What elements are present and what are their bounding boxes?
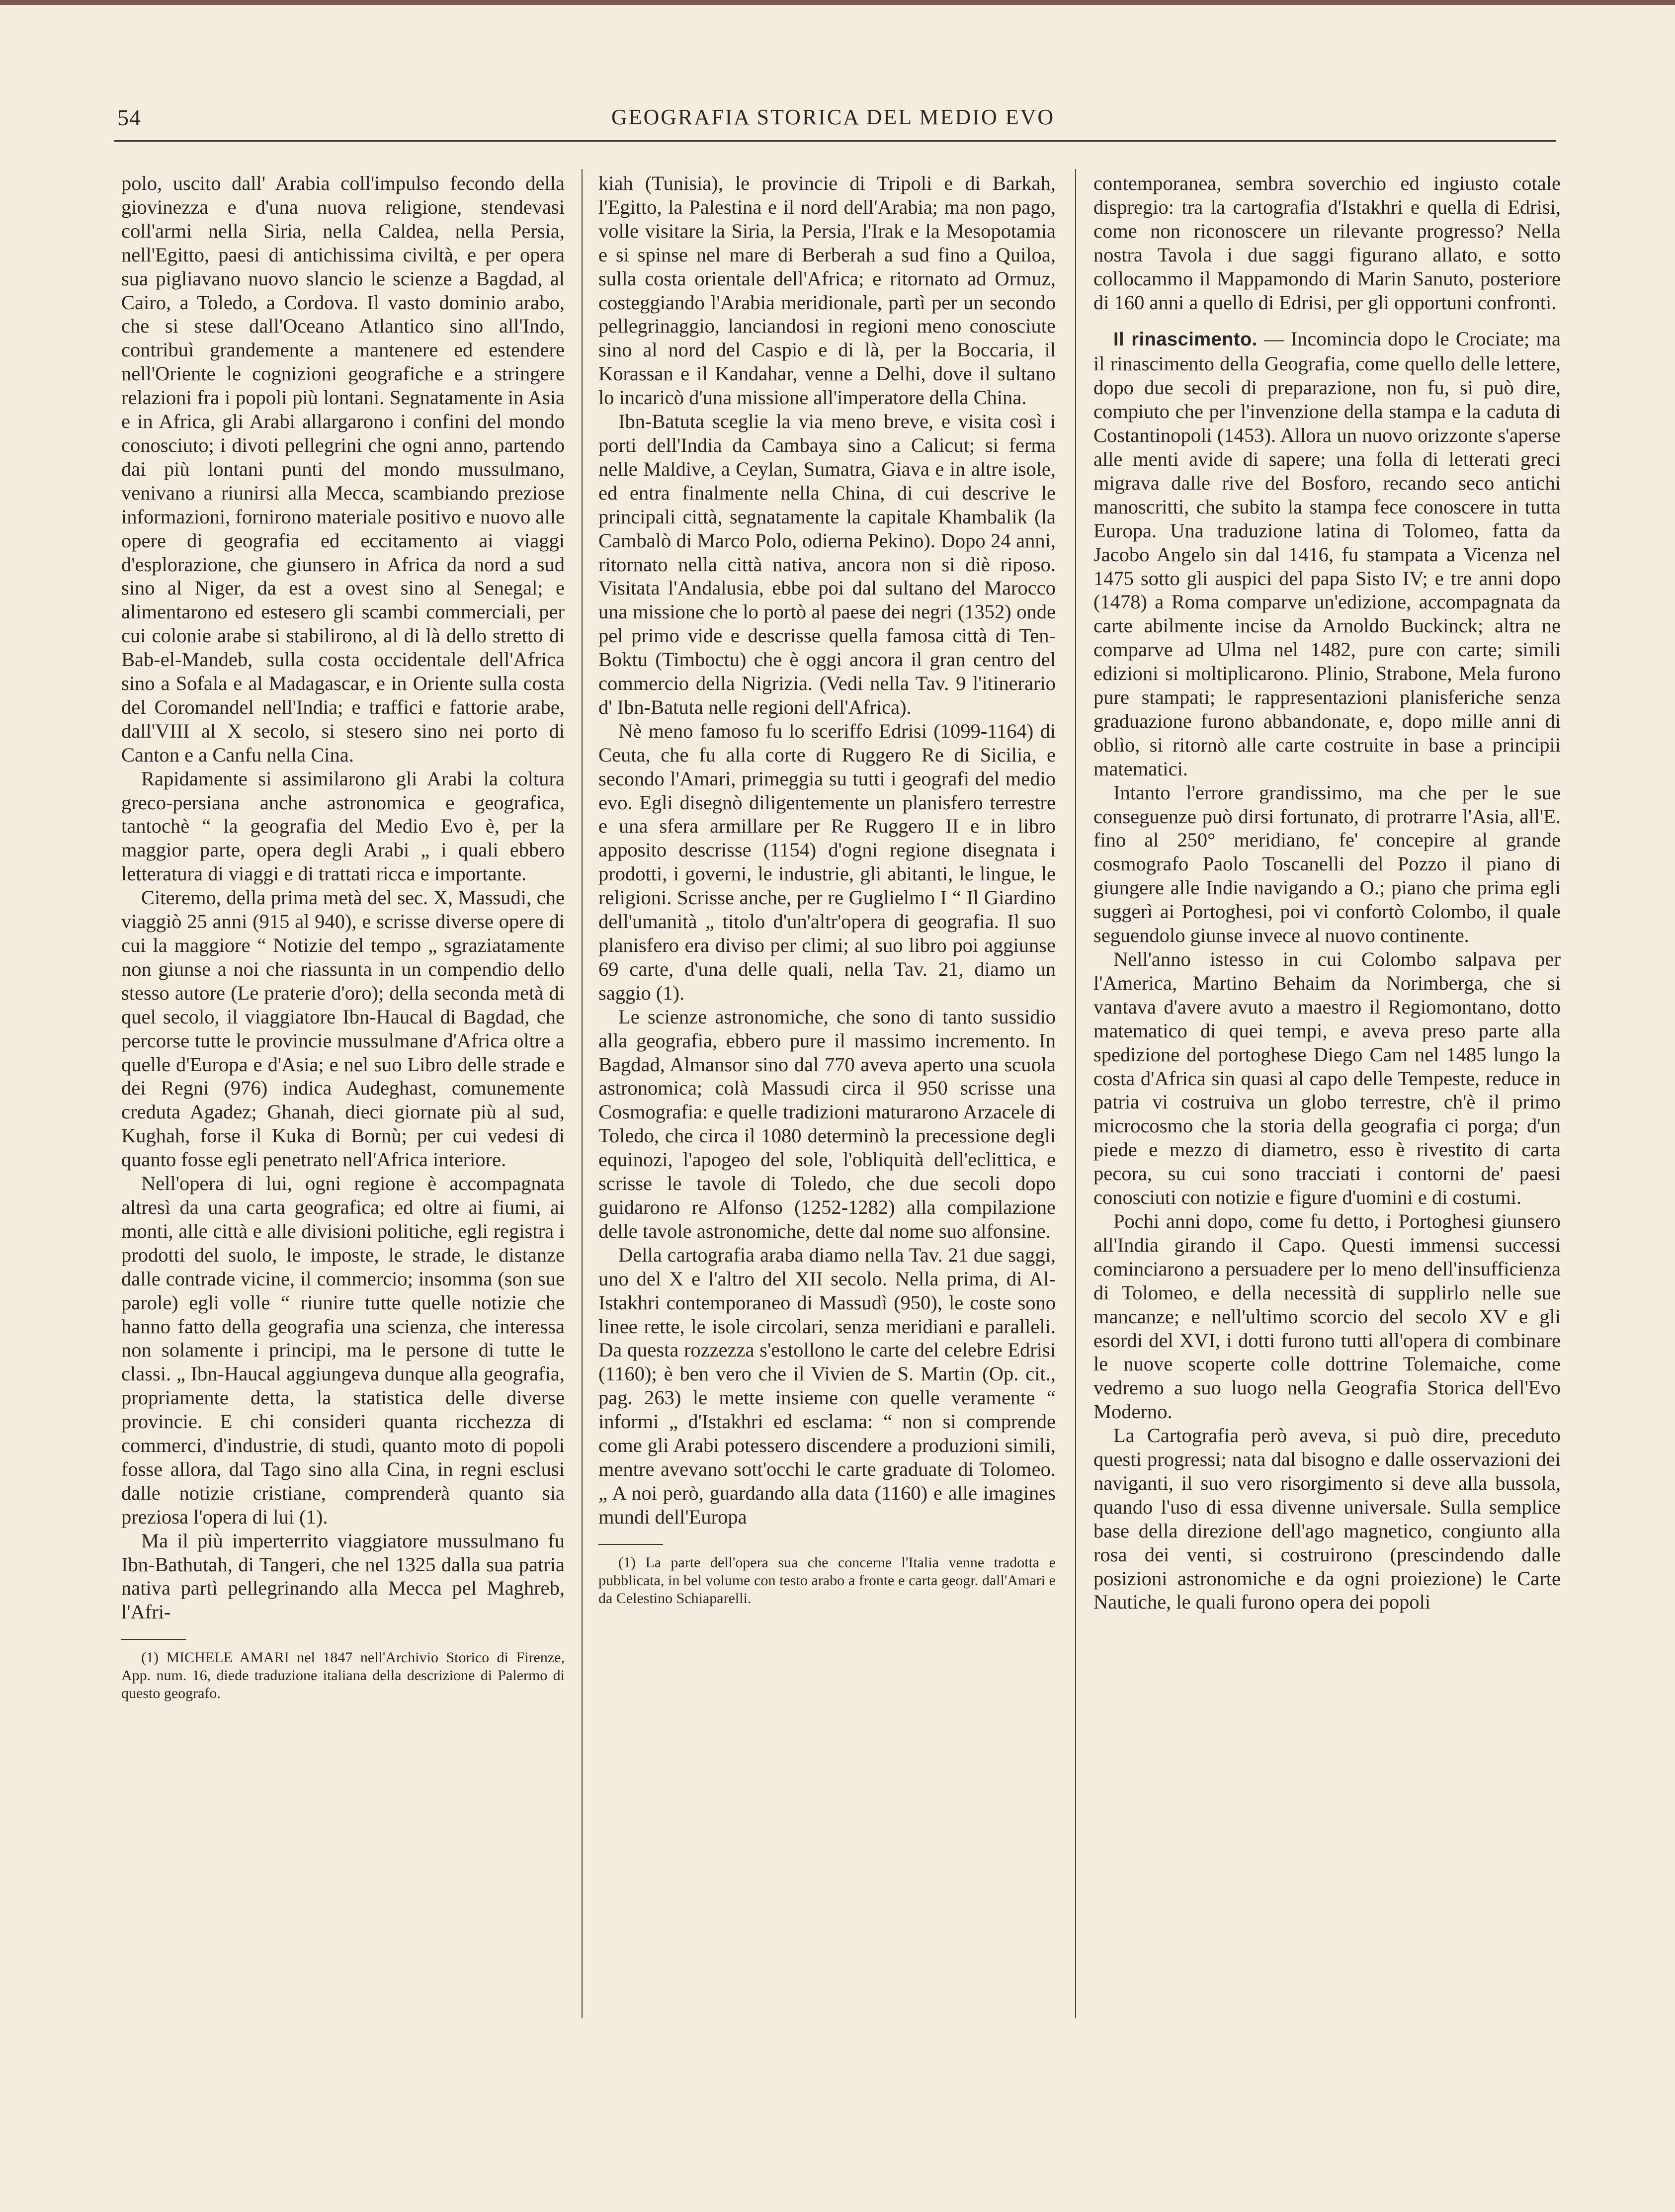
column-1 [121, 171, 565, 1702]
paragraph: Pochi anni dopo, come fu detto, i Portoghesi giunsero all'India girando il Capo. Questi immensi successi cominciarono a persuadere per lo meno dell'insufficienza di Tolomeo, e della necessità di supplirlo nelle sue mancanze; e nell'ultimo scorcio del secolo XV e gli esordi del XVI, i dotti furono tutti all'opera di combinare le nuove scoperte colle dottrine Tolemaiche, come vedremo a suo luogo nella Geografia Storica dell'Evo Moderno. [1093, 1209, 1561, 1423]
paragraph: La Cartografia però aveva, si può dire, preceduto questi progressi; nata dal bisogno e dalle osservazioni dei naviganti, il suo vero risorgimento si deve alla bussola, quando l'uso di essa divenne universale. Sulla semplice base della direzione dell'ago magnetico, congiunto alla rosa dei venti, si costruirono (prescindendo dalle posizioni astronomiche e da ogni proiezione) le Carte Nautiche, le quali furono opera dei popoli [1093, 1424, 1561, 1614]
column-3 [1093, 171, 1561, 1614]
section-body: — Incomincia dopo le Crociate; ma il rinascimento della Geografia, come quello delle lettere, dopo due secoli di preparazione, non fu, si può dire, compiuto che per l'invenzione della stampa e la caduta di Costantinopoli (1453). Allora un nuovo orizzonte s'aperse alle menti avide di sapere; una folla di letterati greci migrava dalle rive del Bosforo, recando seco antichi manoscritti, che subito la stampa fece conoscere in tutta Europa. Una traduzione latina di Tolomeo, fatta da Jacobo Angelo sin dal 1416, fu stampata a Vicenza nel 1475 sotto gli auspici del papa Sisto IV; e tre anni dopo (1478) a Roma comparve un'edizione, accompagnata da carte abilmente incise da Arnoldo Buckinck; altra ne comparve ad Ulma nel 1482, pure con carte; simili edizioni si moltiplicarono. Plinio, Strabone, Mela furono pure stampati; le rappresentazioni planisferiche senza graduazione furono abbandonate, e, dopo mille anni di oblìo, si ritornò alle carte costruite in base a principii matematici. [1093, 328, 1561, 780]
header-rule [114, 140, 1556, 142]
paragraph: Citeremo, della prima metà del sec. X, Massudi, che viaggiò 25 anni (915 al 940), e scrisse diverse opere di cui la maggiore “ Notizie del tempo „ sgraziatamente non giunse a noi che riassunta in un compendio dello stesso autore (Le praterie d'oro); della seconda metà di quel secolo, il viaggiatore Ibn-Haucal di Bagdad, che percorse tutte le provincie mussulmane d'Africa oltre a quelle d'Europa e d'Asia; e nel suo Libro delle strade e dei Regni (976) indica Audeghast, comunemente creduta Agadez; Ghanah, dieci giornate più al sud, Kughah, forse il Kuka di Bornù; per cui vedesi di quanto fosse egli penetrato nell'Africa interiore. [121, 886, 565, 1171]
paragraph: Della cartografia araba diamo nella Tav. 21 due saggi, uno del X e l'altro del XII secolo. Nella prima, di Al-Istakhri contemporaneo di Massudì (950), le coste sono linee rette, le isole circolari, senza meridiani e paralleli. Da questa rozzezza s'estollono le carte del celebre Edrisi (1160); è ben vero che il Vivien de S. Martin (Op. cit., pag. 263) le mette insieme con quelle veramente “ informi „ d'Istakhri ed esclama: “ non si comprende come gli Arabi potessero discendere a produzioni simili, mentre avevano sott'occhi le carte graduate di Tolomeo. „ A noi però, guardando alla data (1160) e alle imagines mundi dell'Europa [598, 1243, 1056, 1528]
paragraph: polo, uscito dall' Arabia coll'impulso fecondo della giovinezza e d'una nuova religione, stendevasi coll'armi nella Siria, nella Caldea, nella Persia, nell'Egitto, paesi di antichissima civiltà, e per opera sua pigliavano nuovo slancio le scienze a Bagdad, al Cairo, a Toledo, a Cordova. Il vasto dominio arabo, che si stese dall'Oceano Atlantico sino all'Indo, contribuì grandemente a mantenere ed estendere nell'Oriente le cognizioni geografiche e a stringere relazioni fra i popoli più lontani. Segnatamente in Asia e in Africa, gli Arabi allargarono i confini del mondo conosciuto; i divoti pellegrini che ogni anno, partendo dai più lontani punti del mondo mussulmano, venivano a riunirsi alla Mecca, scambiando preziose informazioni, fornirono materiale positivo e nuovo alle opere di geografia ed eccitamento ai viaggi d'esplorazione, che giunsero in Africa da nord a sud sino al Niger, da est a ovest sino al Senegal; e alimentarono ed estesero gli scambi commerciali, per cui colonie arabe si stabilirono, al di là dello stretto di Bab-el-Mandeb, sulla costa occidentale dell'Africa sino a Sofala e al Madagascar, e in Oriente sulla costa del Coromandel nell'India; e traffici e fattorie arabe, dall'VIII al X secolo, si stesero sino nei porto di Canton e a Canfu nella Cina. [121, 172, 565, 766]
footnote: (1) La parte dell'opera sua che concerne l'Italia venne tradotta e pubblicata, in bel volume con testo arabo a fronte e carta geogr. dall'Amari e da Celestino Schiaparelli. [598, 1554, 1056, 1607]
footnote: (1) MICHELE AMARI nel 1847 nell'Archivio Storico di Firenze, App. num. 16, diede traduzione italiana della descrizione di Palermo di questo geografo. [121, 1649, 565, 1702]
section-paragraph [1093, 327, 1561, 780]
footnote-rule [121, 1639, 186, 1640]
paragraph: kiah (Tunisia), le provincie di Tripoli e di Barkah, l'Egitto, la Palestina e il nord dell'Arabia; ma non pago, volle visitare la Siria, la Persia, l'Irak e la Mesopotamia e si spinse nel mare di Berberah a sud fino a Quiloa, sulla costa orientale dell'Africa; e ritornato ad Ormuz, costeggiando l'Arabia meridionale, partì per un secondo pellegrinaggio, lanciandosi in regioni meno conosciute sino al nord del Caspio e di là, per la Boccaria, il Korassan e il Kandahar, venne a Delhi, dove il sultano lo incaricò d'una missione all'imperatore della China. [598, 172, 1056, 409]
paragraph: Nè meno famoso fu lo sceriffo Edrisi (1099-1164) di Ceuta, che fu alla corte di Ruggero Re di Sicilia, e secondo l'Amari, primeggia su tutti i geografi del medio evo. Egli disegnò diligentemente un planisfero terrestre e una sfera armillare per Re Ruggero II e in libro apposito descrisse (1154) d'ogni regione disegnata i prodotti, i governi, le industrie, gli abitanti, le lingue, le religioni. Scrisse anche, per re Guglielmo I “ Il Giardino dell'umanità „ titolo d'un'altr'opera di geografia. Il suo planisfero era diviso per climi; al suo libro poi aggiunse 69 carte, d'una delle quali, nella Tav. 21, diamo un saggio (1). [598, 719, 1056, 1004]
paragraph: Nell'opera di lui, ogni regione è accompagnata altresì da una carta geografica; ed oltre ai fiumi, ai monti, alle città e alle divisioni politiche, egli registra i prodotti del suolo, le imposte, le strade, le distanze dalle contrade vicine, il commercio; insomma (son sue parole) egli volle “ riunire tutte quelle notizie che hanno fatto della geografia una scienza, che interessa non solamente i principi, ma le persone di tutte le classi. „ Ibn-Haucal aggiungeva dunque alla geografia, propriamente detta, la statistica delle diverse provincie. E chi consideri quanta ricchezza di commerci, d'industrie, di studi, quanto moto di popoli fosse allora, dal Tago sino alla Cina, in regni esclusi dalle notizie cristiane, comprenderà quanto sia preziosa l'opera di lui (1). [121, 1172, 565, 1528]
paragraph: Le scienze astronomiche, che sono di tanto sussidio alla geografia, ebbero pure il massimo incremento. In Bagdad, Almansor sino dal 770 aveva aperto una scuola astronomica; colà Massudi circa il 950 scrisse una Cosmografia: e quelle tradizioni maturarono Arzacele di Toledo, che circa il 1080 determinò la precessione degli equinozi, l'apogeo del sole, l'obliquità dell'eclittica, e scrisse le tavole di Toledo, che due secoli dopo guidarono re Alfonso (1252-1282) alla compilazione delle tavole astronomiche, dette dal nome suo alfonsine. [598, 1005, 1056, 1242]
paragraph: Intanto l'errore grandissimo, ma che per le sue conseguenze può dirsi fortunato, di protrarre l'Asia, all'E. fino al 250° meridiano, fe' concepire al grande cosmografo Paolo Toscanelli del Pozzo il piano di giungere alle Indie navigando a O.; piano che prima egli suggerì ai Portoghesi, poi vi confortò Colombo, il quale seguendolo giunse invece al nuovo continente. [1093, 781, 1561, 947]
column-2 [598, 171, 1056, 1608]
paragraph: Rapidamente si assimilarono gli Arabi la coltura greco-persiana anche astronomica e geografica, tantochè “ la geografia del Medio Evo è, per la maggior parte, opera degli Arabi „ i quali ebbero letteratura di viaggi e di trattati ricca e importante. [121, 767, 565, 885]
page-number: 54 [117, 105, 141, 130]
top-edge-band [0, 0, 1675, 5]
running-title: GEOGRAFIA STORICA DEL MEDIO EVO [611, 105, 1055, 129]
section-title: Il rinascimento. [1113, 329, 1257, 350]
footnote-rule [598, 1544, 663, 1545]
page-header [117, 99, 1549, 139]
column-divider-2 [1075, 169, 1076, 2018]
paragraph: Nell'anno istesso in cui Colombo salpava per l'America, Martino Behaim da Norimberga, che si vantava d'avere avuto a maestro il Regiomontano, dotto matematico di quei tempi, e aveva preso parte alla spedizione del portoghese Diego Cam nel 1485 lungo la costa d'Africa sin quasi al capo delle Tempeste, reduce in patria vi costruiva un globo terrestre, ch'è il primo microcosmo che la storia della geografia ci porga; d'un piede e mezzo di diametro, esso è rivestito di carta pecora, su cui sono tracciati i contorni de' paesi conosciuti con notizie e figure d'uomini e di costumi. [1093, 948, 1561, 1209]
paragraph: contemporanea, sembra soverchio ed ingiusto cotale dispregio: tra la cartografia d'Istakhri e quella di Edrisi, come non riconoscere un rilevante progresso? Nella nostra Tavola i due saggi figurano allato, e sotto collocammo il Mappamondo di Marin Sanuto, posteriore di 160 anni a quello di Edrisi, per gli opportuni confronti. [1093, 172, 1561, 314]
column-divider-1 [582, 169, 583, 2018]
paragraph: Ibn-Batuta sceglie la via meno breve, e visita così i porti dell'India da Cambaya sino a Calicut; si ferma nelle Maldive, a Ceylan, Sumatra, Giava e in altre isole, ed entra finalmente nella China, di cui descrive le principali città, segnatamente la capitale Khambalik (la Cambalò di Marco Polo, odierna Pekino). Dopo 24 anni, ritornato nella città nativa, ancora non si diè riposo. Visitata l'Andalusia, ebbe poi dal sultano del Marocco una missione che lo portò al paese dei negri (1352) onde pel primo vide e descrisse quella famosa città di Ten-Boktu (Timboctu) che è oggi ancora il gran centro del commercio della Nigrizia. (Vedi nella Tav. 9 l'itinerario d' Ibn-Batuta nelle regioni dell'Africa). [598, 410, 1056, 718]
paragraph: Ma il più imperterrito viaggiatore mussulmano fu Ibn-Bathutah, di Tangeri, che nel 1325 dalla sua patria nativa partì pellegrinando alla Mecca pel Maghreb, l'Afri- [121, 1529, 565, 1623]
